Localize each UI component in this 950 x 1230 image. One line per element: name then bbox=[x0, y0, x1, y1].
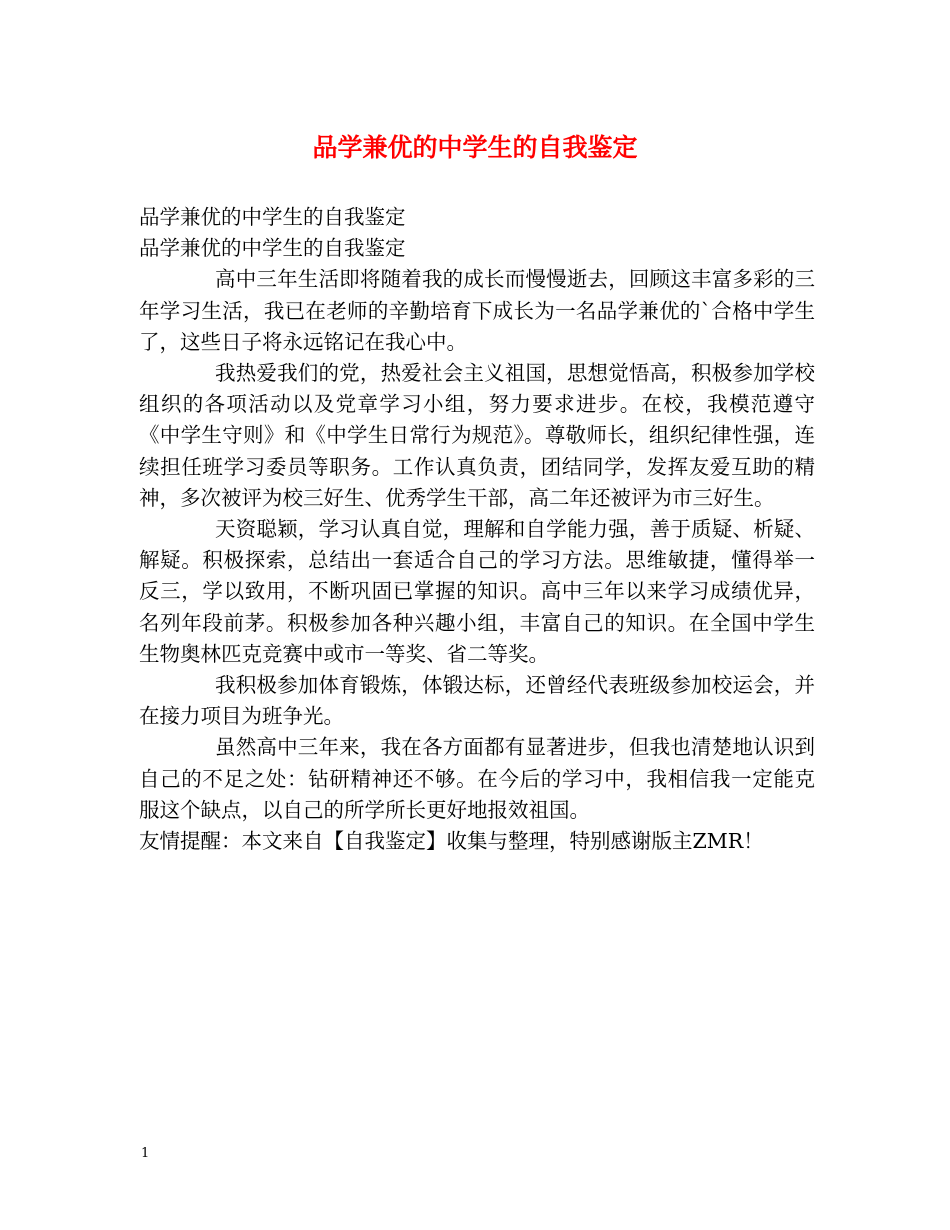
subtitle-line: 品学兼优的中学生的自我鉴定 bbox=[139, 205, 406, 229]
paragraph: 我积极参加体育锻炼，体锻达标，还曾经代表班级参加校运会，并在接力项目为班争光。 bbox=[139, 673, 815, 729]
paragraph: 我热爱我们的党，热爱社会主义祖国，思想觉悟高，积极参加学校组织的各项活动以及党章学习小组，努力要求进步。在校，我模范遵守《中学生守则》和《中学生日常行为规范》。尊敬师长，组织纪律性强，连续担任班学习委员等职务。工作认真负责，团结同学，发挥友爱互助的精神，多次被评为校三好生、优秀学生干部，高二年还被评为市三好生。 bbox=[139, 361, 815, 510]
paragraph: 虽然高中三年来，我在各方面都有显著进步，但我也清楚地认识到自己的不足之处：钻研精神还不够。在今后的学习中，我相信我一定能克服这个缺点，以自己的所学所长更好地报效祖国。 bbox=[139, 735, 815, 822]
document-body bbox=[139, 202, 815, 857]
document-title: 品学兼优的中学生的自我鉴定 bbox=[312, 133, 638, 162]
paragraph: 高中三年生活即将随着我的成长而慢慢逝去，回顾这丰富多彩的三年学习生活，我已在老师的辛勤培育下成长为一名品学兼优的`合格中学生了，这些日子将永远铭记在我心中。 bbox=[139, 267, 815, 354]
subtitle-line: 品学兼优的中学生的自我鉴定 bbox=[139, 236, 406, 261]
page-number: 1 bbox=[141, 1146, 150, 1161]
paragraph: 天资聪颖，学习认真自觉，理解和自学能力强，善于质疑、析疑、解疑。积极探索，总结出一套适合自己的学习方法。思维敏捷，懂得举一反三，学以致用，不断巩固已掌握的知识。高中三年以来学习成绩优异，名列年段前茅。积极参加各种兴趣小组，丰富自己的知识。在全国中学生生物奥林匹克竞赛中或市一等奖、省二等奖。 bbox=[139, 517, 815, 666]
footer-note: 友情提醒：本文来自【自我鉴定】收集与整理，特别感谢版主ZMR！ bbox=[139, 829, 764, 854]
